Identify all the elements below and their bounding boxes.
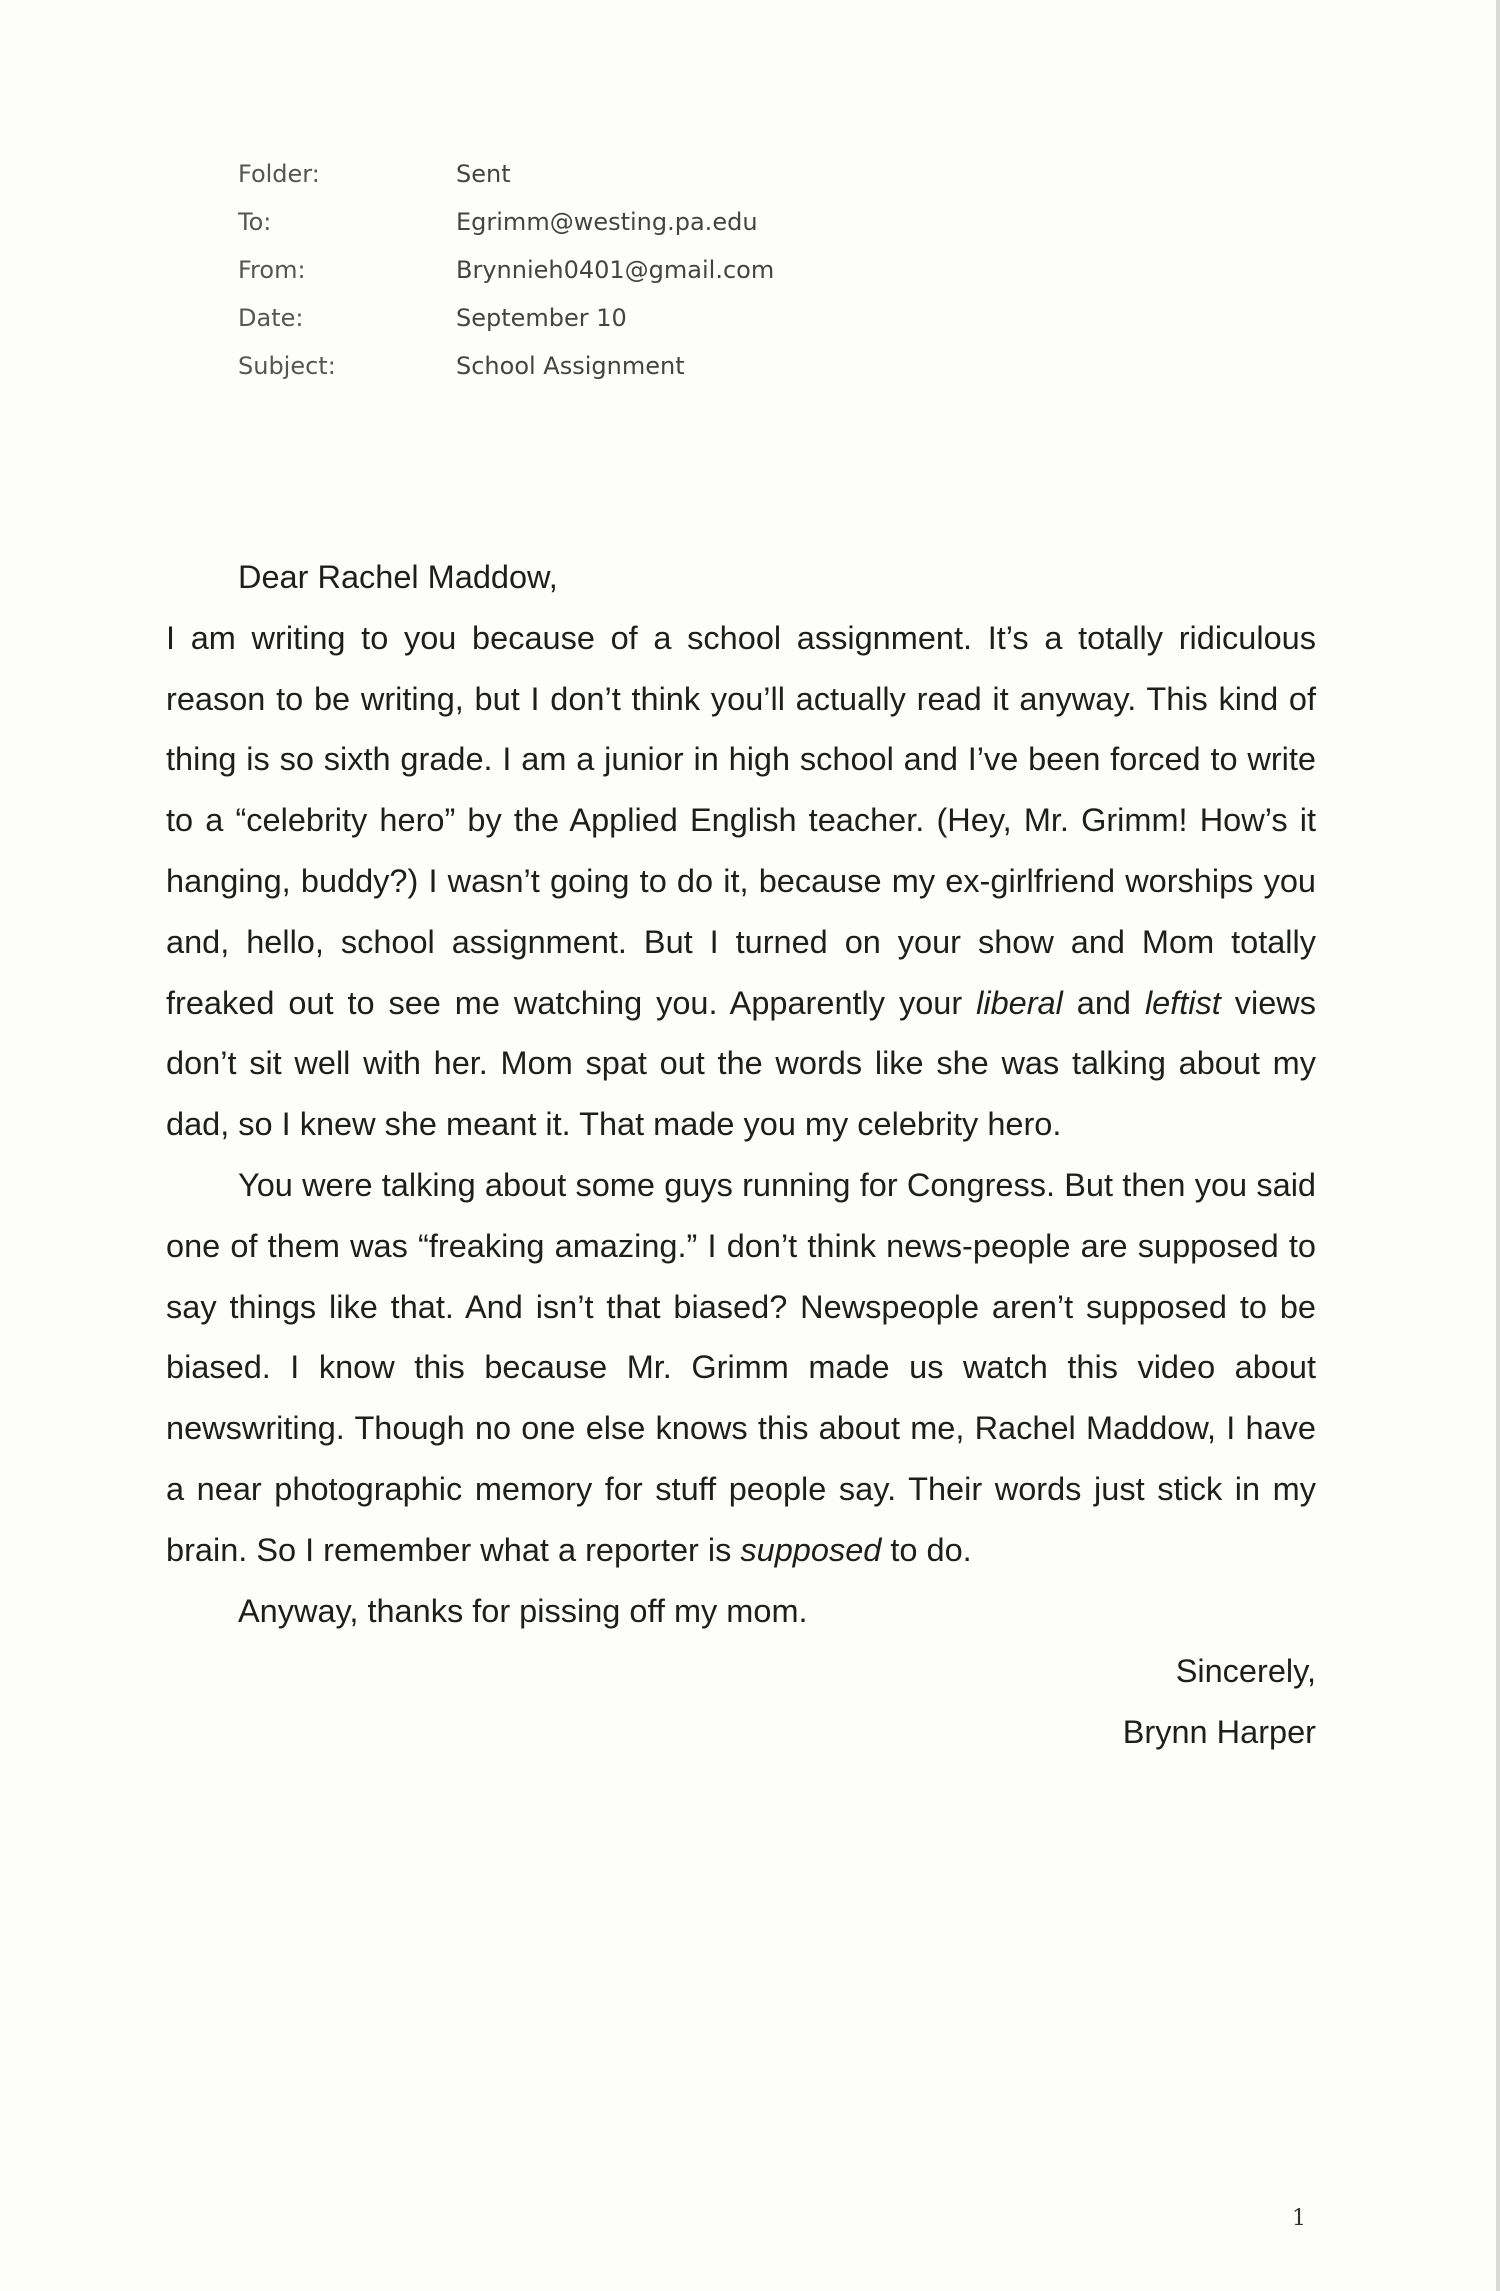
- paragraph-1-text-b: and: [1062, 984, 1145, 1021]
- from-value: Brynnieh0401@gmail.com: [456, 256, 775, 284]
- paragraph-2-text-b: to do.: [881, 1531, 972, 1568]
- letter-body: [166, 547, 1316, 1763]
- paragraph-1-text-a: I am writing to you because of a school assignment. It’s a totally ridiculous reason to be writing, but I don’t think you’ll actually read it anyway. This kind of thing is so sixth grade. I am a junior in high school and I’ve been forced to write to a “celebrity hero” by the Applied English teacher. (Hey, Mr. Grimm! How’s it hanging, buddy?) I wasn’t going to do it, because my ex-girlfriend worships you and, hello, school assignment. But I turned on your show and Mom totally freaked out to see me watching you. Apparently your: [166, 619, 1316, 1021]
- page-number: 1: [1292, 2206, 1306, 2231]
- folder-row: [238, 150, 774, 198]
- date-row: [238, 294, 774, 342]
- subject-row: [238, 342, 774, 390]
- date-value: September 10: [456, 304, 627, 332]
- page-edge: [1496, 0, 1500, 2291]
- paragraph-3: Anyway, thanks for pissing off my mom.: [238, 1592, 808, 1629]
- signature: Brynn Harper: [1122, 1714, 1316, 1751]
- italic-leftist: leftist: [1144, 984, 1221, 1021]
- date-label: Date:: [238, 304, 304, 332]
- subject-value: School Assignment: [456, 352, 685, 380]
- salutation: Dear Rachel Maddow,: [238, 559, 558, 595]
- to-label: To:: [238, 208, 272, 236]
- paragraph-2-text-a: You were talking about some guys running for Congress. But then you said one of them was “freaking amazing.” I don’t think news-people are supposed to say things like that. And isn’t that biased? Newspeople aren’t supposed to be biased. I know this because Mr. Grimm made us watch this video about newswriting. Though no one else knows this about me, Rachel Maddow, I have a near photographic memory for stuff people say. Their words just stick in my brain. So I remember what a reporter is: [166, 1166, 1316, 1568]
- paragraph-2: [166, 1155, 1316, 1581]
- italic-supposed: supposed: [740, 1531, 882, 1568]
- from-row: [238, 246, 774, 294]
- paragraph-1: [166, 608, 1316, 1155]
- to-row: [238, 198, 774, 246]
- folder-value: Sent: [456, 160, 511, 188]
- folder-label: Folder:: [238, 160, 320, 188]
- subject-label: Subject:: [238, 352, 336, 380]
- email-header: [238, 150, 774, 390]
- to-value: Egrimm@westing.pa.edu: [456, 208, 758, 236]
- from-label: From:: [238, 256, 306, 284]
- paragraph-1-text-c: views don’t sit well with her. Mom spat out the words like she was talking about my dad, so I knew she meant it. That made you my celebrity hero.: [166, 984, 1316, 1143]
- closing: Sincerely,: [1175, 1653, 1316, 1690]
- italic-liberal: liberal: [976, 984, 1063, 1021]
